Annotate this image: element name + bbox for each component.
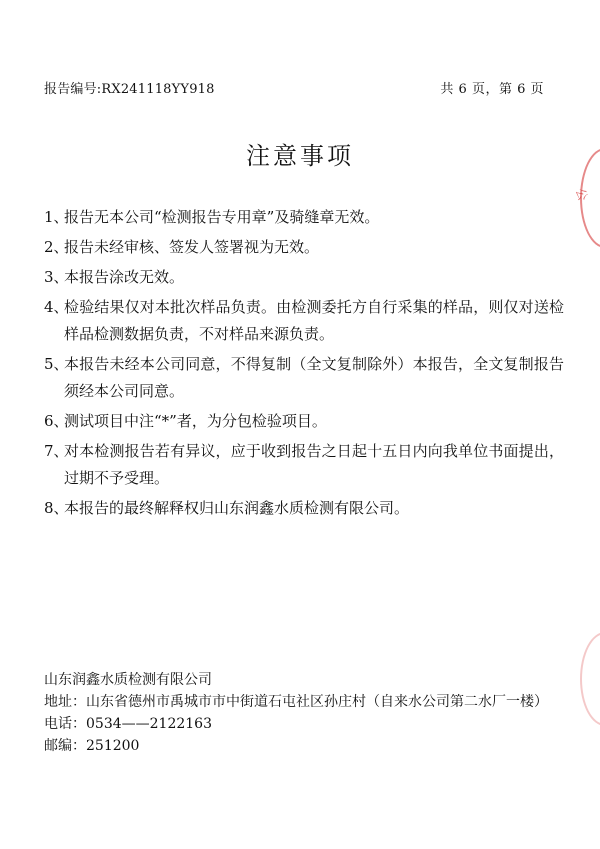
note-item <box>44 438 564 492</box>
note-number: 7、 <box>44 442 69 460</box>
note-number: 5、 <box>44 355 69 373</box>
notes-list <box>44 204 564 522</box>
note-number: 1、 <box>44 208 69 226</box>
report-number: 报告编号:RX241118YY918 <box>44 82 215 97</box>
note-text: 检验结果仅对本批次样品负责。由检测委托方自行采集的样品，则仅对送检样品检测数据负责，不对样品来源负责。 <box>64 298 564 343</box>
note-item <box>44 204 564 231</box>
postcode-value: 251200 <box>86 738 140 754</box>
note-item <box>44 495 564 522</box>
note-text: 本报告未经本公司同意，不得复制（全文复制除外）本报告，全文复制报告须经本公司同意。 <box>64 355 564 400</box>
note-number: 2、 <box>44 238 69 256</box>
note-item <box>44 408 564 435</box>
phone-row <box>44 713 564 735</box>
note-text: 报告无本公司“检测报告专用章”及骑缝章无效。 <box>64 208 380 226</box>
note-item <box>44 351 564 405</box>
seal-stamp-char: 公 <box>573 186 591 203</box>
note-text: 本报告涂改无效。 <box>64 268 185 286</box>
postcode-row <box>44 735 564 757</box>
note-item <box>44 264 564 291</box>
phone-label: 电话： <box>44 716 86 732</box>
note-text: 本报告的最终解释权归山东润鑫水质检测有限公司。 <box>64 499 410 517</box>
postcode-label: 邮编： <box>44 738 86 754</box>
note-number: 8、 <box>44 499 69 517</box>
note-item <box>44 294 564 348</box>
note-item <box>44 234 564 261</box>
address-value: 山东省德州市禹城市市中街道石屯社区孙庄村（自来水公司第二水厂一楼） <box>86 694 548 710</box>
seal-stamp-bottom <box>580 632 600 726</box>
note-text: 测试项目中注“*”者，为分包检验项目。 <box>64 412 327 430</box>
company-name: 山东润鑫水质检测有限公司 <box>44 672 212 688</box>
note-number: 6、 <box>44 412 69 430</box>
phone-value: 0534——2122163 <box>86 716 212 732</box>
company-info <box>44 669 564 757</box>
note-number: 4、 <box>44 298 69 316</box>
note-text: 报告未经审核、签发人签署视为无效。 <box>64 238 320 256</box>
note-text: 对本检测报告若有异议，应于收到报告之日起十五日内向我单位书面提出，过期不予受理。 <box>64 442 564 487</box>
address-label: 地址： <box>44 694 86 710</box>
note-number: 3、 <box>44 268 69 286</box>
page-title: 注意事项 <box>246 142 354 170</box>
address-row <box>44 691 564 713</box>
page-indicator: 共 6 页，第 6 页 <box>440 82 544 97</box>
